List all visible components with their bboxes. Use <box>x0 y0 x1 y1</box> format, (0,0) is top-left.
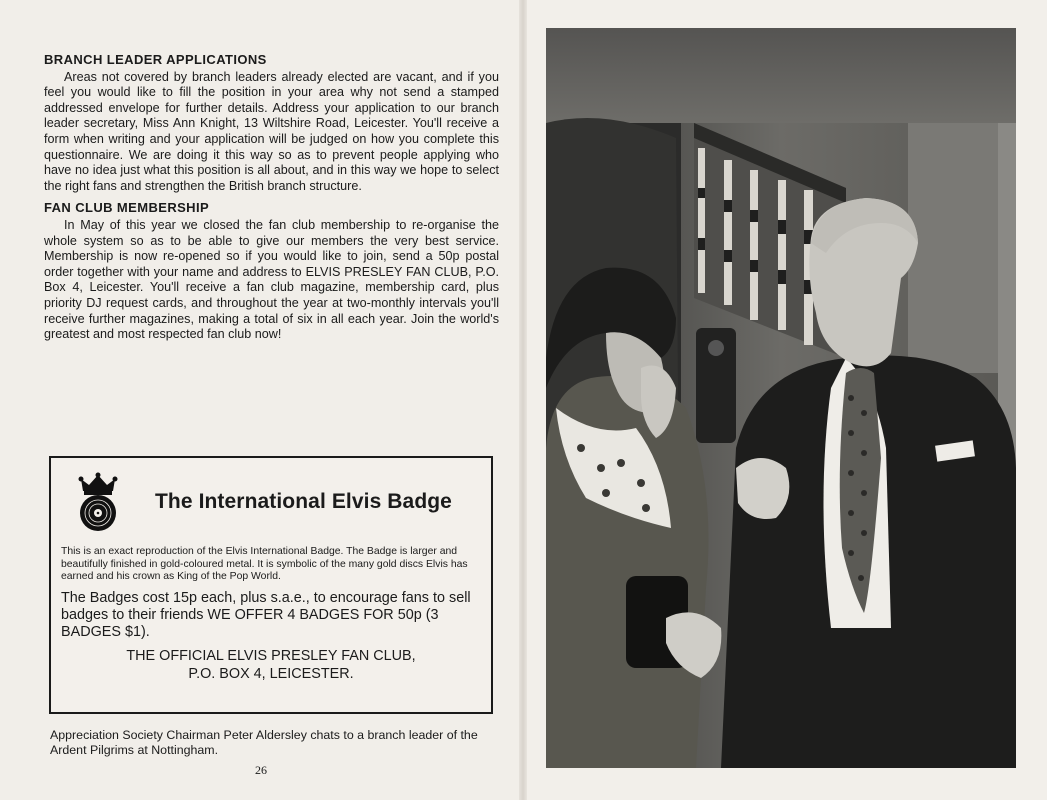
book-gutter <box>519 0 527 800</box>
section-body-membership: In May of this year we closed the fan club membership to re-organise the whole system so as to be able to give our members the very best service. Membership is now re-opened so if you would like to join, send a 50p postal order together with your name and address to ELVIS PRESLEY FAN CLUB, P.O. Box 4, Leicester. You'll receive a fan club magazine, membership card, plus priority DJ request cards, and throughout the year at two-monthly intervals you'll receive further magazines, making a total of six in all each year. Join the world's greatest and most respected fan club now! <box>44 217 499 342</box>
crown-disc-emblem-icon <box>73 471 123 533</box>
section-heading-branch-leader: BRANCH LEADER APPLICATIONS <box>44 52 267 67</box>
badge-address-line-1: THE OFFICIAL ELVIS PRESLEY FAN CLUB, <box>126 648 416 665</box>
photograph <box>546 28 1016 768</box>
section-body-branch-leader: Areas not covered by branch leaders already elected are vacant, and if you feel you would like to fill the position in your area why not send a stamped addressed envelope for further details. Address your application to our branch leader secretary, Miss Ann Knight, 13 Wiltshire Road, Leicester. You'll receive a form when writing and your application will be judged on how you complete this questionnaire. We are doing it this way so as to prevent people applying who have no idea just what this position is all about, and in this way we hope to select the right fans and strengthen the British branch structure. <box>44 69 499 193</box>
badge-address-line-2: P.O. BOX 4, LEICESTER. <box>188 666 354 683</box>
article-text <box>36 52 499 349</box>
badge-description: This is an exact reproduction of the Elvis International Badge. The Badge is larger and beautifully finished in gold-coloured metal. It is symbolic of the many gold discs Elvis has earned and his crown as King of the Pop World. <box>61 546 468 583</box>
badge-price: The Badges cost 15p each, plus s.a.e., to encourage fans to sell badges to their friends WE OFFER 4 BADGES FOR 50p (3 BADGES $1). <box>61 590 471 641</box>
page-number: 26 <box>255 763 267 777</box>
badge-title: The International Elvis Badge <box>155 490 452 513</box>
photo-caption: Appreciation Society Chairman Peter Aldersley chats to a branch leader of the Ardent Pilgrims at Nottingham. <box>50 728 478 757</box>
badge-advertisement <box>49 456 493 714</box>
badge-header <box>61 470 481 534</box>
left-page <box>0 0 522 800</box>
section-heading-membership: FAN CLUB MEMBERSHIP <box>44 200 210 216</box>
